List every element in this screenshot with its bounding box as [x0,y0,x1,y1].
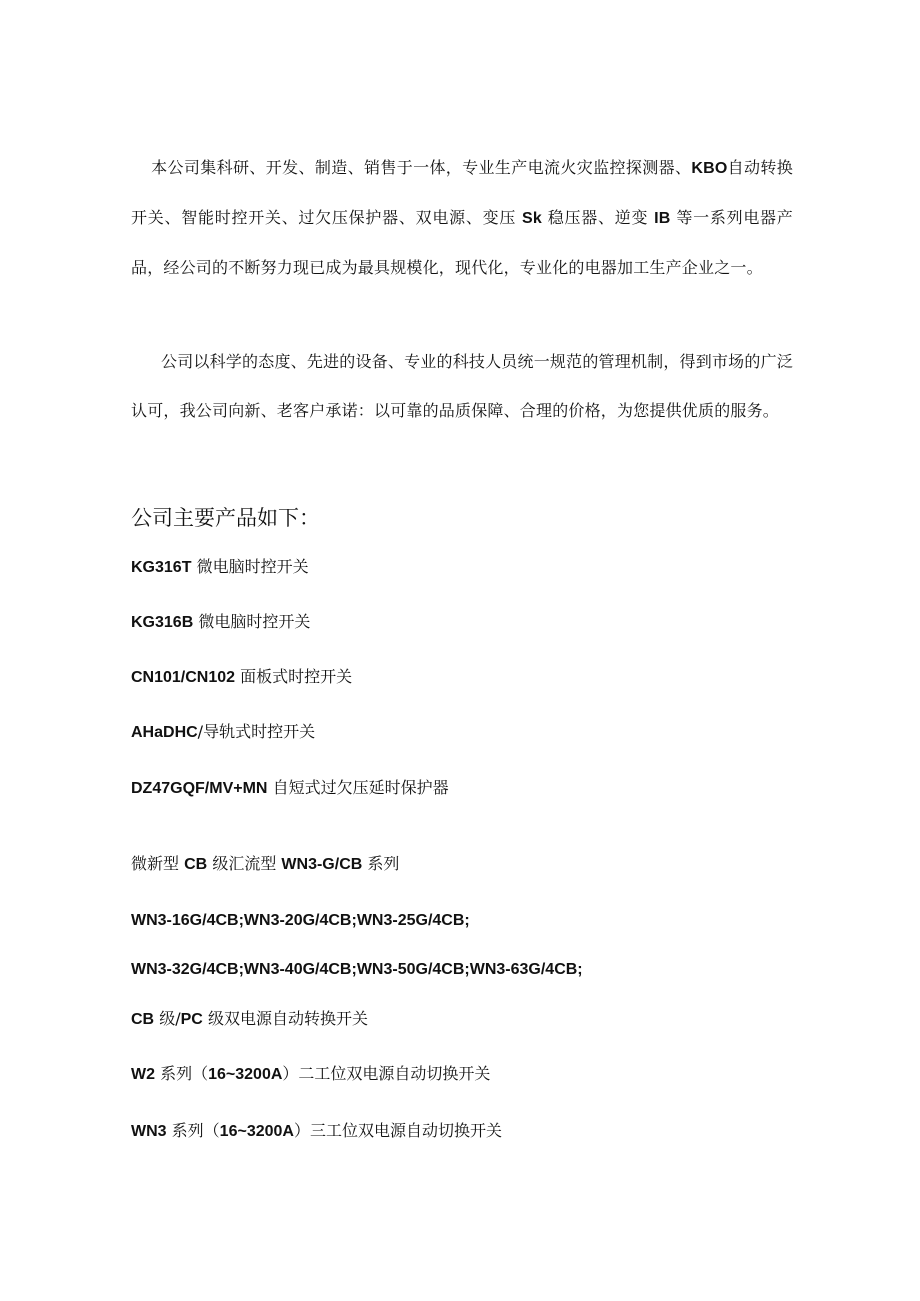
w2-text-1: 系列（ [160,1064,209,1083]
product-desc: 微电脑时控开关 [196,557,309,576]
series-cb: CB [184,856,208,873]
series-model: WN3-G/CB [281,856,363,873]
series-text-3: 系列 [367,854,400,873]
intro-text-3: 稳压器、逆变 [547,208,649,227]
intro-paragraph [131,143,793,292]
product-line-3 [131,665,352,690]
w2-line [131,1062,490,1087]
product-model: DZ47GQF/MV+MN [131,780,268,797]
wn3-line [131,1119,502,1144]
series-line [131,852,399,877]
wn3-text-1: 系列（ [171,1121,220,1140]
models-line-1 [131,908,470,933]
product-line-4 [131,720,315,745]
w2-text-2: ）二工位双电源自动切换开关 [282,1064,491,1083]
product-model: AHaDHC [131,724,198,741]
models-text: WN3-32G/4CB;WN3-40G/4CB;WN3-50G/4CB;WN3-63G/4CB; [131,961,583,978]
product-desc: 微电脑时控开关 [198,612,311,631]
intro-sk: Sk [521,210,542,227]
w2-range: 16~3200A [208,1066,283,1083]
models-line-2 [131,957,583,982]
intro-ib: IB [654,210,671,227]
wn3-range: 16~3200A [219,1123,294,1140]
series-text-2: 级汇流型 [212,854,277,873]
cbpc-text-1: 级/ [159,1009,181,1028]
product-desc: 自短式过欠压延时保护器 [272,778,449,797]
intro-text-2: 自动转换开关、智能时控开关、过欠压保护器、双电源、变压 [131,158,793,227]
wn3-model: WN3 [131,1123,167,1140]
product-line-1 [131,555,309,580]
cbpc-cb: CB [131,1011,155,1028]
w2-model: W2 [131,1066,155,1083]
commitment-paragraph [131,337,793,435]
products-heading: 公司主要产品如下： [131,506,320,530]
cbpc-line [131,1007,368,1032]
intro-text-4: 等一系列电器产品，经公司的不断努力现已成为最具规模化，现代化，专业化的电器加工生产企业之一。 [131,208,794,277]
product-model: CN101/CN102 [131,669,236,686]
product-desc: /导轨式时控开关 [197,722,316,741]
intro-text-1: 本公司集科研、开发、制造、销售于一体，专业生产电流火灾监控探测器、 [151,158,692,177]
product-line-5 [131,776,449,801]
product-model: KG316B [131,614,194,631]
product-line-2 [131,610,310,635]
cbpc-text-2: 级双电源自动转换开关 [207,1009,368,1028]
cbpc-pc: PC [180,1011,203,1028]
series-text-1: 微新型 [131,854,180,873]
commitment-text: 公司以科学的态度、先进的设备、专业的科技人员统一规范的管理机制，得到市场的广泛认可，我公司向新、老客户承诺：以可靠的品质保障、合理的价格，为您提供优质的服务。 [131,352,793,420]
models-text: WN3-16G/4CB;WN3-20G/4CB;WN3-25G/4CB; [131,912,470,929]
wn3-text-2: ）三工位双电源自动切换开关 [293,1121,502,1140]
intro-kbo: KBO [691,160,728,177]
product-desc: 面板式时控开关 [240,667,353,686]
product-model: KG316T [131,559,192,576]
